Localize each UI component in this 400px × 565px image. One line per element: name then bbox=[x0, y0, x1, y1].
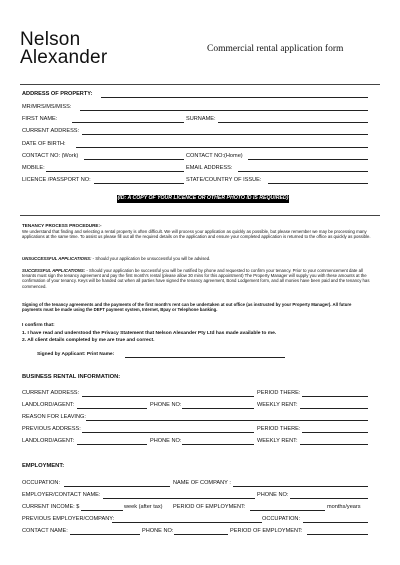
address-of-property-field[interactable] bbox=[101, 97, 368, 98]
first-name-label: FIRST NAME: bbox=[22, 116, 58, 122]
mobile-label: MOBILE: bbox=[22, 165, 45, 171]
brand-line2: Alexander bbox=[20, 47, 108, 68]
id-required-banner: (ID: A COPY OF YOUR LICENCE OR OTHER PHOTO ID IS REQUIRED) bbox=[117, 195, 289, 201]
prev-employer-label: PREVIOUS EMPLOYER/COMPANY: bbox=[22, 516, 115, 522]
employer-contact-field[interactable] bbox=[103, 498, 255, 499]
contact-name-field[interactable] bbox=[70, 534, 140, 535]
contact-home-label: CONTACT NO:(Home) bbox=[186, 153, 243, 159]
occupation-label: OCCUPATION: bbox=[22, 480, 61, 486]
period-employment-2-field[interactable] bbox=[307, 534, 368, 535]
address-of-property-label: ADDRESS OF PROPERTY: bbox=[22, 91, 93, 97]
weekly-rent-1-field[interactable] bbox=[300, 408, 368, 409]
title-label: MR/MRS/MS/MISS: bbox=[22, 104, 72, 110]
business-heading: BUSINESS RENTAL INFORMATION: bbox=[22, 374, 121, 380]
confirm-heading: I confirm that: bbox=[22, 323, 55, 328]
income-suffix: week (after tax) bbox=[124, 504, 163, 510]
first-name-field[interactable] bbox=[72, 122, 184, 123]
tenancy-paragraph: We understand that finding and selecting a rental property is often difficult. We will process your application as quickly as possible, but please remember we may be processing many applications at the same time. To assist us please fill out all the required details on the application and ensure your completed application is returned to the office as quickly as possible. bbox=[22, 229, 371, 240]
mobile-field[interactable] bbox=[46, 171, 184, 172]
employer-phone-field[interactable] bbox=[290, 498, 368, 499]
employer-contact-label: EMPLOYER/CONTACT NAME: bbox=[22, 492, 101, 498]
current-address-label: CURRENT ADDRESS: bbox=[22, 128, 80, 134]
email-label: EMAIL ADDRESS: bbox=[186, 165, 233, 171]
unsuccessful-text: - Should your application be unsuccessful you will be advised. bbox=[91, 256, 211, 261]
income-field[interactable] bbox=[81, 510, 123, 511]
signed-label: Signed by Applicant: Print Name: bbox=[37, 352, 115, 357]
phone-1-label: PHONE NO: bbox=[150, 402, 182, 408]
state-label: STATE/COUNTRY OF ISSUE: bbox=[186, 177, 262, 183]
contact-home-field[interactable] bbox=[248, 159, 368, 160]
landlord-1-field[interactable] bbox=[77, 408, 147, 409]
phone-2-employment-field[interactable] bbox=[174, 534, 228, 535]
licence-field[interactable] bbox=[94, 183, 184, 184]
phone-1-field[interactable] bbox=[182, 408, 254, 409]
company-label: NAME OF COMPANY : bbox=[173, 480, 231, 486]
period-there-1-field[interactable] bbox=[302, 396, 368, 397]
unsuccessful-paragraph bbox=[22, 256, 372, 261]
form-title: Commercial rental application form bbox=[207, 44, 344, 54]
current-address-field[interactable] bbox=[82, 134, 368, 135]
dob-field[interactable] bbox=[76, 147, 368, 148]
period-employment-2-label: PERIOD OF EMPLOYMENT: bbox=[230, 528, 303, 534]
reason-leaving-label: REASON FOR LEAVING: bbox=[22, 414, 86, 420]
company-field[interactable] bbox=[233, 486, 368, 487]
occupation-2-field[interactable] bbox=[303, 522, 368, 523]
title-field[interactable] bbox=[80, 110, 368, 111]
brand-line1: Nelson bbox=[20, 29, 81, 50]
tenancy-heading: TENANCY PROCESS PROCEDURE:- bbox=[22, 223, 102, 228]
period-employment-field[interactable] bbox=[250, 510, 325, 511]
prev-employer-field[interactable] bbox=[112, 522, 262, 523]
confirm-item-2: 2. All client details completed by me are true and correct. bbox=[22, 338, 155, 343]
successful-paragraph bbox=[22, 268, 372, 289]
employment-heading: EMPLOYMENT: bbox=[22, 463, 65, 469]
contact-work-field[interactable] bbox=[84, 159, 184, 160]
contact-work-label: CONTACT NO: (Work) bbox=[22, 153, 79, 159]
successful-text: - Should your application be successful you will be notified by phone and requested to confirm your tenancy. Prior to your commencement date all tenants must sign the tenancy agreement and pay the first month's rental (please allow 30 mins for this appointment) The Property Manager will supply you with these amounts at the confirmation of your tenancy. Keys will be handed out when all parties have signed the tenancy agreement, Bond Lodgement form, and all monies have been paid and the tenancy has commenced. bbox=[22, 268, 370, 289]
email-field[interactable] bbox=[238, 171, 368, 172]
landlord-2-label: LANDLORD/AGENT: bbox=[22, 438, 75, 444]
signing-paragraph: Signing of the tenancy agreements and the payments of the first month's rent can be undertaken at out office (as instructed by your Property Manager). All future payments must be made using the DEFT payment system, Internet, Bpay or Telephone banking. bbox=[22, 302, 352, 313]
dob-label: DATE OF BIRTH: bbox=[22, 141, 66, 147]
licence-label: LICENCE /PASSPORT NO: bbox=[22, 177, 91, 183]
landlord-2-field[interactable] bbox=[77, 444, 147, 445]
previous-address-label: PREVIOUS ADDRESS: bbox=[22, 426, 81, 432]
business-current-address-field[interactable] bbox=[82, 396, 254, 397]
occupation-2-label: OCCUPATION: bbox=[262, 516, 301, 522]
surname-label: SURNAME: bbox=[186, 116, 216, 122]
weekly-rent-2-field[interactable] bbox=[300, 444, 368, 445]
signature-field[interactable] bbox=[125, 357, 285, 358]
state-field[interactable] bbox=[268, 183, 368, 184]
header-divider bbox=[20, 84, 380, 85]
weekly-rent-2-label: WEEKLY RENT: bbox=[257, 438, 298, 444]
occupation-field[interactable] bbox=[64, 486, 170, 487]
income-label: CURRENT INCOME: $ bbox=[22, 504, 80, 510]
weekly-rent-1-label: WEEKLY RENT: bbox=[257, 402, 298, 408]
landlord-1-label: LANDLORD/AGENT: bbox=[22, 402, 75, 408]
period-there-2-label: PERIOD THERE: bbox=[257, 426, 301, 432]
period-employment-label: PERIOD OF EMPLOYMENT: bbox=[173, 504, 246, 510]
period-there-2-field[interactable] bbox=[302, 432, 368, 433]
phone-2-employment-label: PHONE NO: bbox=[142, 528, 174, 534]
months-years-label: months/years bbox=[327, 504, 361, 510]
period-there-1-label: PERIOD THERE: bbox=[257, 390, 301, 396]
section-divider bbox=[20, 215, 380, 216]
phone-2-field[interactable] bbox=[182, 444, 254, 445]
employer-phone-label: PHONE NO: bbox=[257, 492, 289, 498]
confirm-item-1: 1. I have read and understood the Privacy Statement that Nelson Alexander Pty Ltd has made available to me. bbox=[22, 331, 277, 336]
business-current-address-label: CURRENT ADDRESS: bbox=[22, 390, 80, 396]
contact-name-label: CONTACT NAME: bbox=[22, 528, 68, 534]
surname-field[interactable] bbox=[218, 122, 368, 123]
unsuccessful-label: UNSUCCESSFUL APPLICATIONS: bbox=[22, 256, 92, 261]
successful-label: SUCCESSFUL APPLICATIONS: bbox=[22, 268, 86, 273]
reason-leaving-field[interactable] bbox=[86, 420, 368, 421]
phone-2-label: PHONE NO: bbox=[150, 438, 182, 444]
previous-address-field[interactable] bbox=[82, 432, 254, 433]
